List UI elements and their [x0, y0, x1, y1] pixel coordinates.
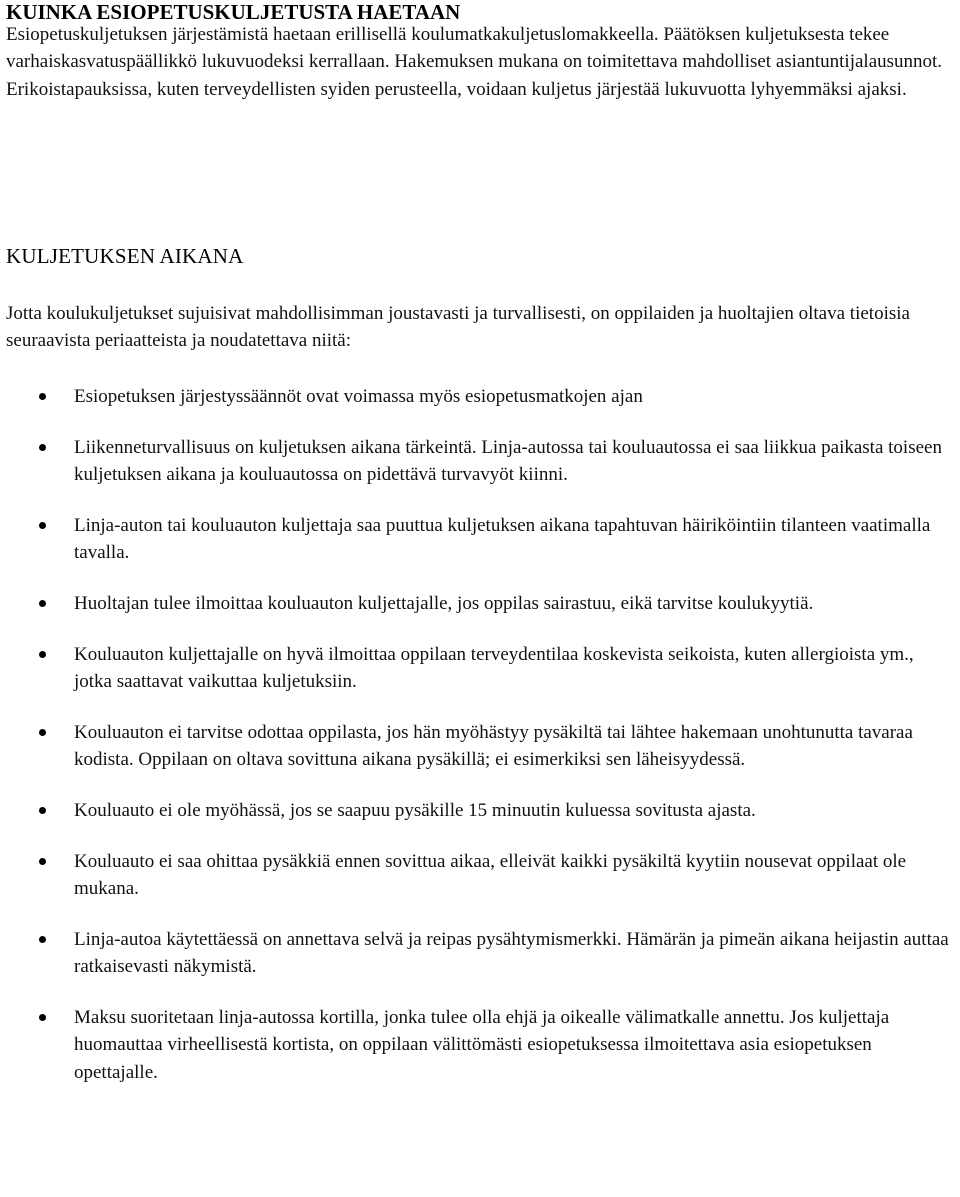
- bullet-icon: [39, 444, 46, 451]
- list-item: [6, 383, 956, 410]
- list-item: [6, 848, 956, 903]
- section-title-application: KUINKA ESIOPETUSKULJETUSTA HAETAAN: [6, 0, 461, 24]
- list-item: [6, 590, 956, 617]
- bullet-icon: [39, 807, 46, 814]
- list-item: [6, 1004, 956, 1086]
- list-item: [6, 926, 956, 981]
- list-item: [6, 641, 956, 696]
- list-item-text: Huoltajan tulee ilmoittaa kouluauton kuljettajalle, jos oppilas sairastuu, eikä tarvitse koulukyytiä.: [74, 592, 814, 614]
- bullet-icon: [39, 1014, 46, 1021]
- list-item-text: Kouluauto ei ole myöhässä, jos se saapuu pysäkille 15 minuutin kuluessa sovitusta ajasta.: [74, 799, 756, 821]
- list-item-text: Linja-auton tai kouluauton kuljettaja saa puuttua kuljetuksen aikana tapahtuvan häiriköintiin tilanteen vaatimalla tavalla.: [74, 514, 931, 564]
- bullet-icon: [39, 729, 46, 736]
- bullet-icon: [39, 393, 46, 400]
- rules-intro-paragraph: Jotta koulukuljetukset sujuisivat mahdollisimman joustavasti ja turvallisesti, on oppilaiden ja huoltajien oltava tietoisia seuraavista periaatteista ja noudatettava niitä:: [6, 303, 910, 352]
- list-item-text: Linja-autoa käytettäessä on annettava selvä ja reipas pysähtymismerkki. Hämärän ja pimeän aikana heijastin auttaa ratkaisevasti näkymistä.: [74, 928, 949, 978]
- list-item-text: Kouluauton ei tarvitse odottaa oppilasta, jos hän myöhästyy pysäkiltä tai lähtee hakemaan unohtunutta tavaraa kodista. Oppilaan on oltava sovittuna aikana pysäkillä; ei esimerkiksi sen läheisyydessä.: [74, 721, 913, 771]
- list-item-text: Kouluauton kuljettajalle on hyvä ilmoittaa oppilaan terveydentilaa koskevista seikoista, kuten allergioista ym., jotka saattavat vaikuttaa kuljetuksiin.: [74, 643, 914, 693]
- bullet-icon: [39, 522, 46, 529]
- list-item-text: Esiopetuksen järjestyssäännöt ovat voimassa myös esiopetusmatkojen ajan: [74, 386, 643, 407]
- list-item: [6, 434, 956, 489]
- list-item-text: Maksu suoritetaan linja-autossa kortilla, jonka tulee olla ehjä ja oikealle välimatkalle annettu. Jos kuljettaja huomauttaa virheellisestä kortista, on oppilaan välittömästi esiopetuksessa ilmoitettava asia esiopetuksen opettajalle.: [74, 1006, 890, 1083]
- section-heading-during-transport: KULJETUKSEN AIKANA: [6, 244, 244, 268]
- application-paragraph: Esiopetuskuljetuksen järjestämistä haetaan erillisellä koulumatkakuljetuslomakkeella. Päätöksen kuljetuksesta tekee varhaiskasvatuspäällikkö lukuvuodeksi kerrallaan. Hakemuksen mukana on toimitettava mahdolliset asiantuntijalausunnot. Erikoistapauksissa, kuten terveydellisten syiden perusteella, voidaan kuljetus järjestää lukuvuotta lyhyemmäksi ajaksi.: [6, 24, 943, 100]
- rules-list: [6, 383, 956, 1109]
- bullet-icon: [39, 858, 46, 865]
- list-item-text: Kouluauto ei saa ohittaa pysäkkiä ennen sovittua aikaa, elleivät kaikki pysäkiltä kyytiin nousevat oppilaat ole mukana.: [74, 850, 907, 900]
- bullet-icon: [39, 600, 46, 607]
- bullet-icon: [39, 936, 46, 943]
- list-item: [6, 797, 956, 824]
- list-item: [6, 512, 956, 567]
- list-item-text: Liikenneturvallisuus on kuljetuksen aikana tärkeintä. Linja-autossa tai kouluautossa ei saa liikkua paikasta toiseen kuljetuksen aikana ja kouluautossa on pidettävä turvavyöt kiinni.: [74, 436, 942, 486]
- list-item: [6, 719, 956, 774]
- bullet-icon: [39, 651, 46, 658]
